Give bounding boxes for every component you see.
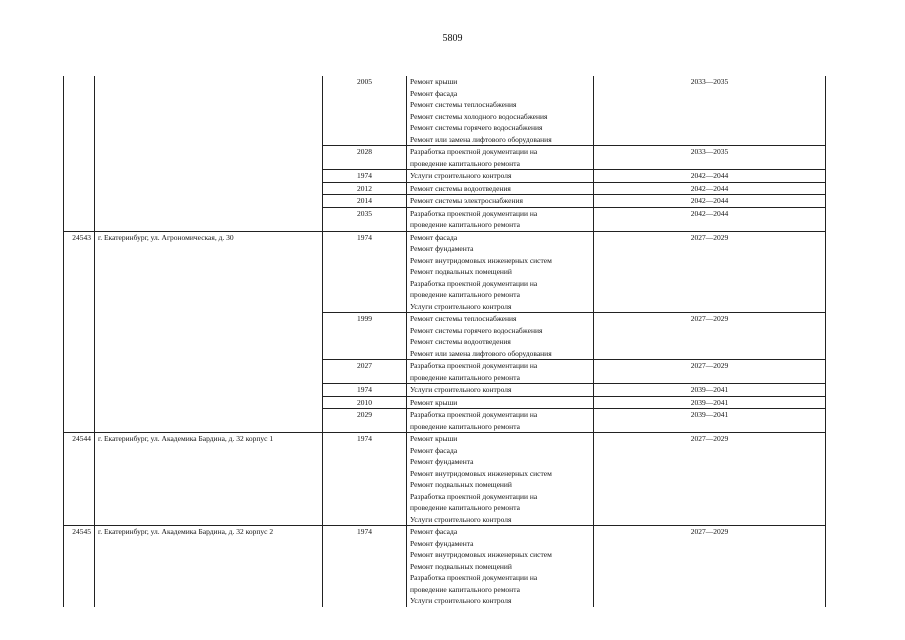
building-id: 24545 (64, 526, 95, 607)
work-item: Ремонт системы электроснабжения (410, 196, 523, 205)
repair-schedule-body (64, 76, 826, 607)
building-id (64, 76, 95, 231)
table-row (64, 526, 826, 607)
building-address (95, 76, 323, 231)
work-types (407, 433, 594, 526)
planned-period: 2039—2041 (594, 396, 826, 409)
planned-period: 2039—2041 (594, 384, 826, 397)
work-types (407, 195, 594, 208)
planned-period: 2033—2035 (594, 76, 826, 146)
work-item: Услуги строительного контроля (410, 171, 512, 180)
planned-period: 2039—2041 (594, 409, 826, 433)
repair-schedule-table (63, 76, 826, 607)
work-item: Ремонт крыши (410, 397, 458, 407)
work-item: Ремонт внутридомовых инженерных систем (410, 468, 552, 478)
work-types (407, 409, 594, 433)
work-item: Разработка проектной документации на (410, 278, 538, 288)
work-item: проведение капитального ремонта (410, 584, 520, 594)
work-item: Ремонт внутридомовых инженерных систем (410, 550, 552, 559)
work-item: Ремонт внутридомовых инженерных систем (410, 255, 552, 265)
work-item: Услуги строительного контроля (410, 385, 512, 394)
work-item: Ремонт или замена лифтового оборудования (410, 134, 552, 144)
work-types (407, 384, 594, 397)
work-item: Ремонт фундамента (410, 457, 474, 466)
planned-period: 2042—2044 (594, 182, 826, 195)
work-item: Ремонт системы горячего водоснабжения (410, 123, 543, 132)
work-item: проведение капитального ремонта (410, 220, 520, 229)
last-repair-year: 1999 (323, 313, 407, 360)
work-item: Ремонт системы горячего водоснабжения (410, 325, 543, 335)
work-item: Ремонт системы теплоснабжения (410, 100, 517, 109)
work-item: Ремонт или замена лифтового оборудования (410, 348, 552, 358)
planned-period: 2033—2035 (594, 146, 826, 170)
work-item: проведение капитального ремонта (410, 158, 520, 168)
work-item: Ремонт системы теплоснабжения (410, 314, 517, 323)
table-row (64, 433, 826, 526)
work-item: Ремонт фасада (410, 527, 458, 536)
work-types (407, 207, 594, 231)
work-item: Ремонт фундамента (410, 538, 474, 548)
work-item: Ремонт фасада (410, 232, 458, 242)
building-address: г. Екатеринбург, ул. Академика Бардина, д. 32 корпус 1 (95, 433, 323, 526)
building-address: г. Екатеринбург, ул. Академика Бардина, д. 32 корпус 2 (95, 526, 323, 607)
last-repair-year: 1974 (323, 231, 407, 313)
work-item: Услуги строительного контроля (410, 596, 512, 605)
work-item: Ремонт системы водоотведения (410, 183, 511, 193)
table-row (64, 76, 826, 146)
work-item: проведение капитального ремонта (410, 503, 520, 512)
work-types (407, 231, 594, 313)
last-repair-year: 2035 (323, 207, 407, 231)
work-types (407, 170, 594, 183)
work-item: Разработка проектной документации на (410, 147, 538, 156)
work-item: Услуги строительного контроля (410, 514, 512, 524)
planned-period: 2042—2044 (594, 195, 826, 208)
work-types (407, 182, 594, 195)
work-types (407, 313, 594, 360)
work-item: Ремонт системы холодного водоснабжения (410, 111, 548, 121)
work-types (407, 526, 594, 607)
work-item: Ремонт системы водоотведения (410, 337, 511, 346)
building-id: 24543 (64, 231, 95, 433)
work-types (407, 146, 594, 170)
last-repair-year: 2029 (323, 409, 407, 433)
work-item: Ремонт крыши (410, 77, 458, 86)
table-row (64, 231, 826, 313)
building-address: г. Екатеринбург, ул. Агрономическая, д. 30 (95, 231, 323, 433)
work-types (407, 76, 594, 146)
last-repair-year: 2027 (323, 360, 407, 384)
work-item: Разработка проектной документации на (410, 361, 538, 370)
work-item: Разработка проектной документации на (410, 410, 538, 419)
work-item: Услуги строительного контроля (410, 301, 512, 311)
work-item: Ремонт подвальных помещений (410, 267, 512, 276)
last-repair-year: 2012 (323, 182, 407, 195)
work-item: проведение капитального ремонта (410, 372, 520, 382)
last-repair-year: 1974 (323, 170, 407, 183)
planned-period: 2042—2044 (594, 207, 826, 231)
planned-period: 2027—2029 (594, 433, 826, 526)
work-item: Разработка проектной документации на (410, 573, 538, 582)
work-item: Ремонт фасада (410, 445, 458, 455)
page-number: 5809 (442, 33, 463, 44)
work-item: Разработка проектной документации на (410, 491, 538, 501)
work-item: Ремонт крыши (410, 434, 458, 443)
work-item: Ремонт фасада (410, 88, 458, 98)
planned-period: 2027—2029 (594, 231, 826, 313)
work-types (407, 396, 594, 409)
planned-period: 2027—2029 (594, 360, 826, 384)
last-repair-year: 2005 (323, 76, 407, 146)
work-item: проведение капитального ремонта (410, 290, 520, 299)
building-id: 24544 (64, 433, 95, 526)
last-repair-year: 2010 (323, 396, 407, 409)
last-repair-year: 1974 (323, 384, 407, 397)
planned-period: 2027—2029 (594, 526, 826, 607)
work-item: Ремонт подвальных помещений (410, 480, 512, 489)
planned-period: 2042—2044 (594, 170, 826, 183)
last-repair-year: 2014 (323, 195, 407, 208)
work-item: Ремонт фундамента (410, 244, 474, 253)
last-repair-year: 1974 (323, 526, 407, 607)
last-repair-year: 2028 (323, 146, 407, 170)
work-item: Ремонт подвальных помещений (410, 561, 512, 571)
work-item: Разработка проектной документации на (410, 208, 538, 218)
last-repair-year: 1974 (323, 433, 407, 526)
planned-period: 2027—2029 (594, 313, 826, 360)
work-item: проведение капитального ремонта (410, 421, 520, 431)
work-types (407, 360, 594, 384)
